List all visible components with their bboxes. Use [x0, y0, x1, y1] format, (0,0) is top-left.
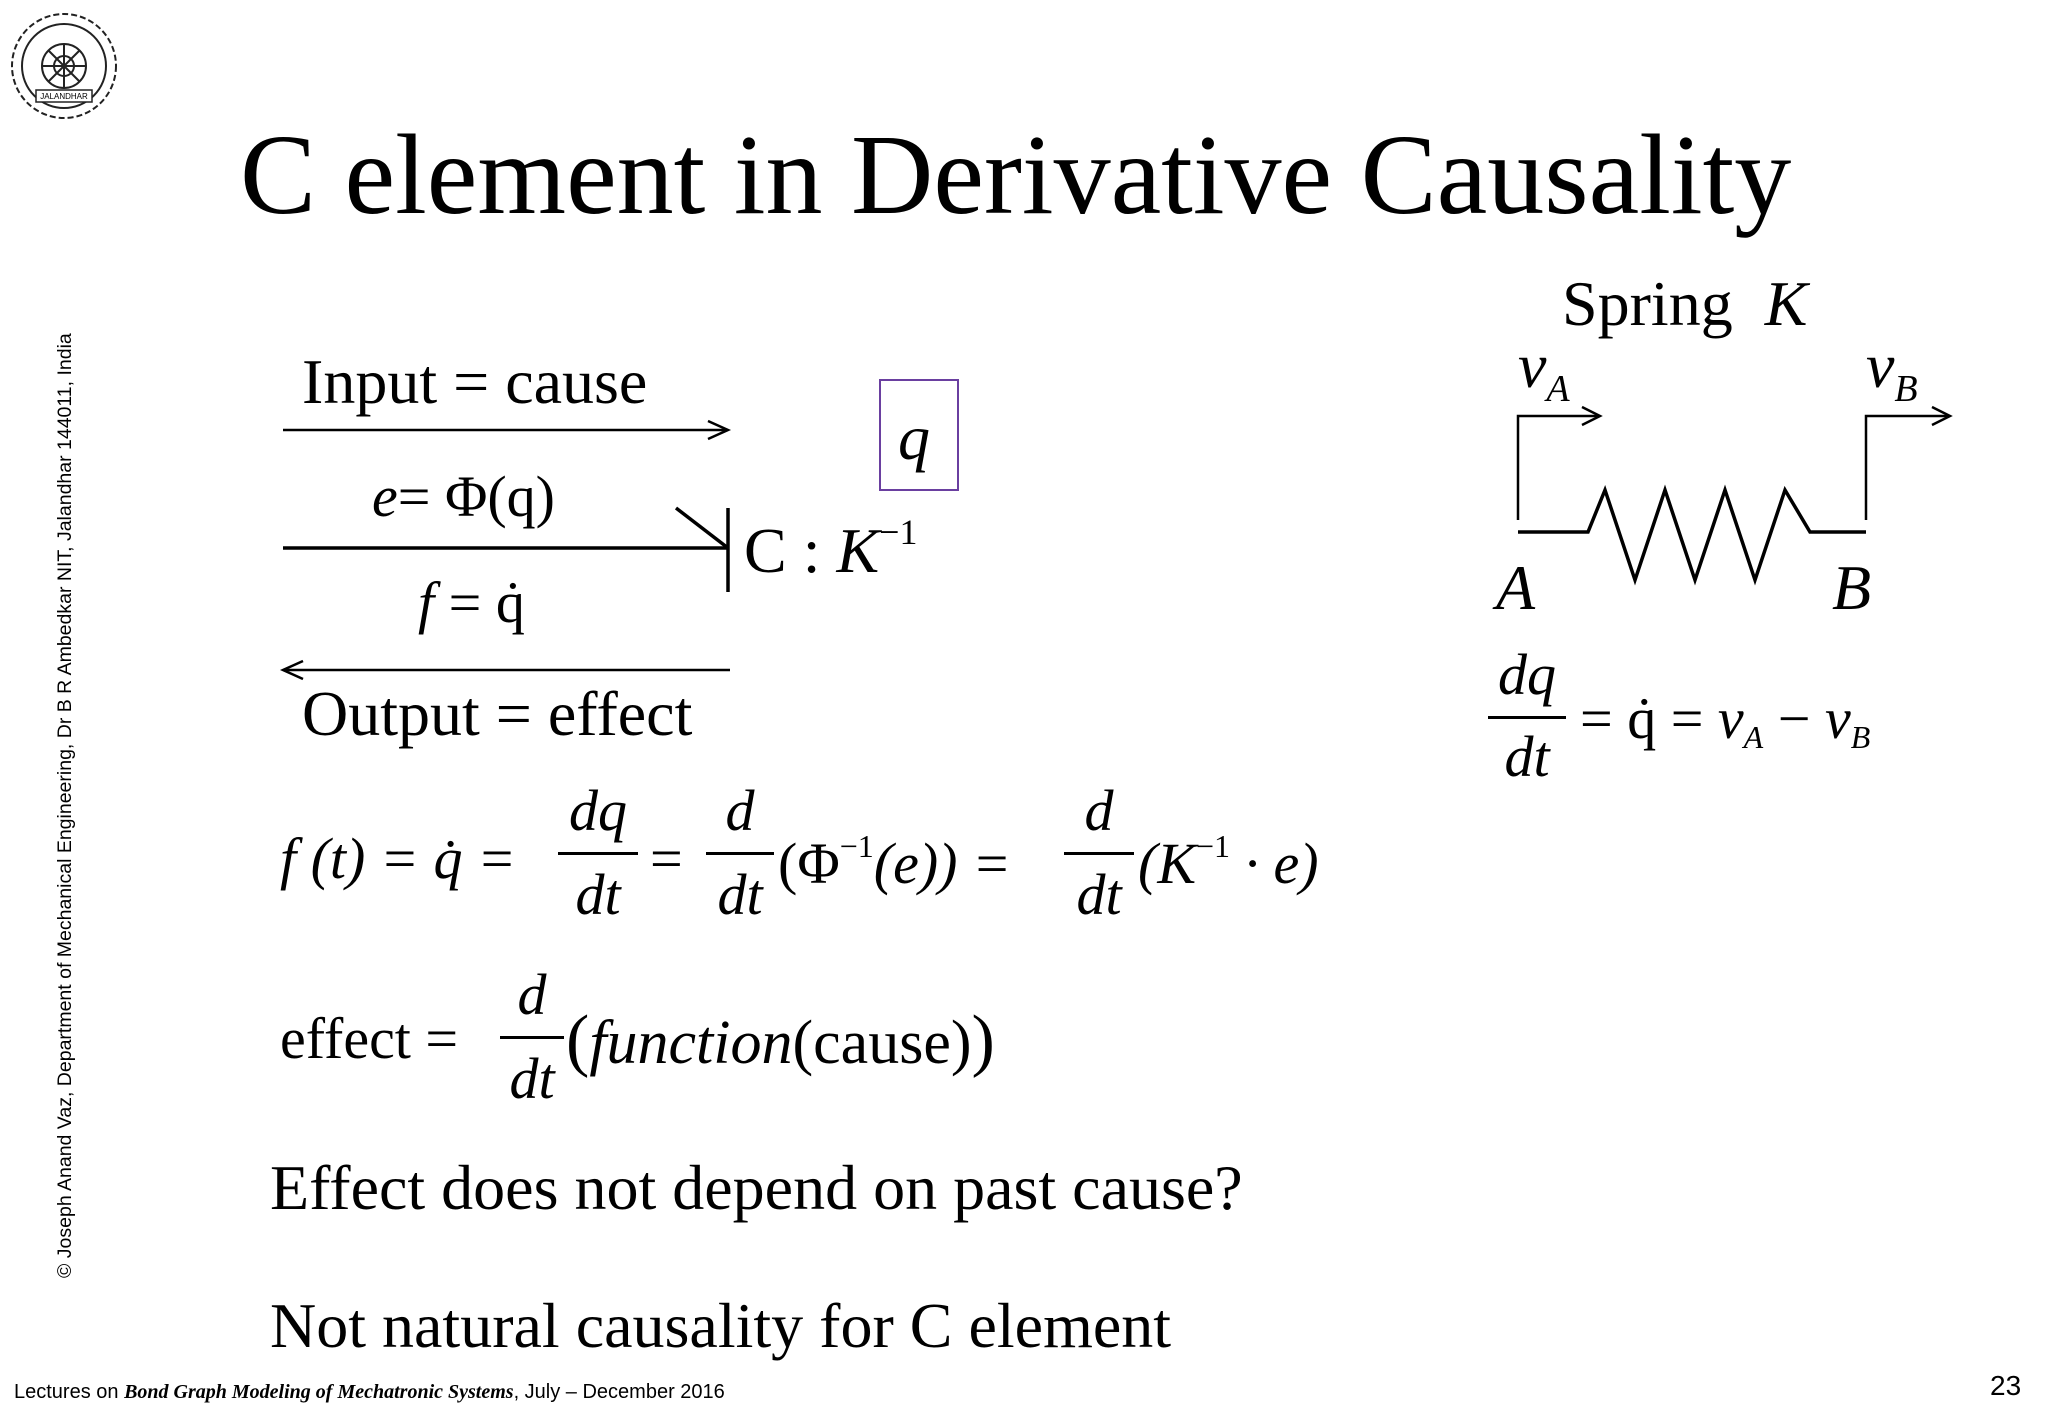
- arrow-a: [1518, 416, 1600, 520]
- velocity-b: $v_B$: [1866, 330, 1918, 410]
- bond-half-arrow: [676, 508, 728, 548]
- spring-eq-den: dt: [1504, 724, 1550, 789]
- statement-1: Effect does not depend on past cause?: [270, 1152, 1243, 1223]
- point-b: B: [1832, 552, 1872, 623]
- spring-title: Spring K: [1562, 268, 1808, 339]
- logo-label: JALANDHAR: [40, 92, 88, 101]
- slide-title: C element in Derivative Causality: [240, 111, 1792, 238]
- main-eq-equals: =: [650, 826, 683, 891]
- main-eq-lhs: f (t) = q̇ =: [280, 826, 517, 891]
- effect-eq-lhs: effect =: [280, 1006, 459, 1071]
- effect-eq-rhs: (function(cause)): [566, 1002, 995, 1079]
- point-a: A: [1496, 552, 1536, 623]
- spring-eq-rhs: = q̇ = $v_A - v_B$: [1580, 686, 1871, 755]
- main-eq-term3: $(K^{-1} \cdot e)$: [1138, 828, 1319, 896]
- output-label: Output = effect: [302, 678, 693, 749]
- c-element-label: C : $K^{-1}$: [744, 512, 918, 586]
- arrow-b: [1866, 416, 1950, 520]
- main-eq-term2: $(\Phi^{-1}(e))$ =: [778, 828, 1012, 896]
- main-eq-frac2: d dt: [706, 782, 774, 932]
- main-eq-frac1: dq dt: [558, 782, 638, 932]
- state-variable: q: [898, 402, 930, 473]
- effect-eq-fraction: d dt: [500, 966, 564, 1116]
- side-credit: © Joseph Anand Vaz, Department of Mechanical Engineering, Dr B R Ambedkar NIT, Jalandhar 144011, India: [54, 333, 76, 1278]
- spring-drawing: [1480, 380, 1980, 600]
- input-label: Input = cause: [302, 346, 648, 417]
- spring-zigzag: [1518, 490, 1866, 580]
- spring-eq-num: dq: [1498, 642, 1556, 707]
- effort-equation: e= Φ(q): [372, 464, 555, 529]
- page-number: 23: [1990, 1370, 2022, 1401]
- statement-2: Not natural causality for C element: [270, 1290, 1172, 1361]
- velocity-a: $v_A$: [1518, 330, 1570, 410]
- flow-equation: f = q̇: [418, 570, 525, 635]
- main-eq-frac3: d dt: [1064, 782, 1134, 932]
- footer: Lectures on Bond Graph Modeling of Mechatronic Systems, July – December 2016: [14, 1381, 725, 1403]
- spring-eq-fraction: [1488, 642, 1566, 796]
